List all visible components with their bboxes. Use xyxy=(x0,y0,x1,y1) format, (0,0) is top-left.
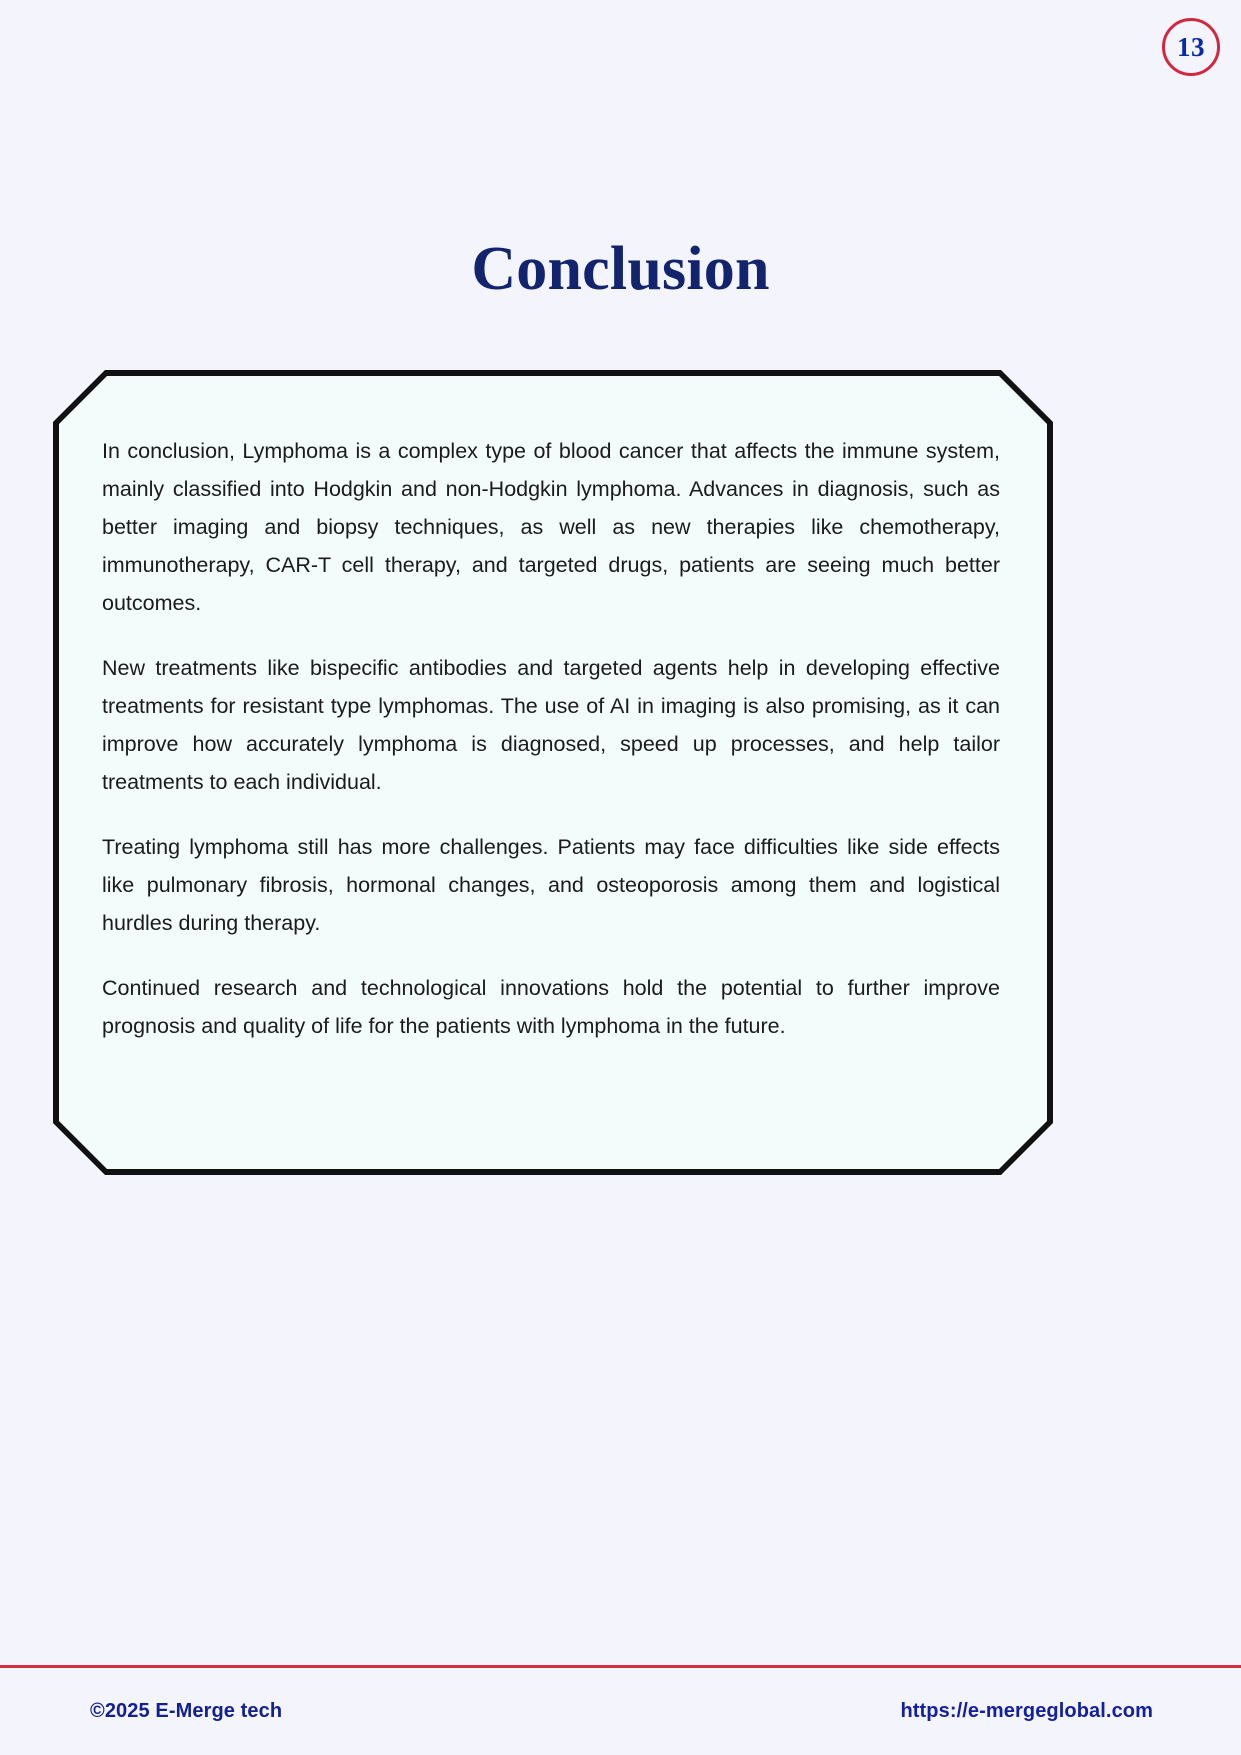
paragraph-2: New treatments like bispecific antibodies and targeted agents help in developing effective treatments for resistant type lymphomas. The use of AI in imaging is also promising, as it can improve how accurately lymphoma is diagnosed, speed up processes, and help tailor treatments to each individual. xyxy=(102,656,1000,794)
paragraph-3: Treating lymphoma still has more challenges. Patients may face difficulties like side effects like pulmonary fibrosis, hormonal changes, and osteoporosis among them and logistical hurdles during therapy. xyxy=(102,835,1000,935)
footer-website-link[interactable]: https://e-mergeglobal.com xyxy=(900,1700,1153,1722)
card-body-text xyxy=(102,432,1000,1045)
footer-copyright: ©2025 E-Merge tech xyxy=(90,1700,283,1722)
conclusion-card xyxy=(53,370,1053,1175)
page-number-badge xyxy=(1162,18,1220,76)
page-title: Conclusion xyxy=(471,235,770,303)
paragraph-4: Continued research and technological innovations hold the potential to further improve prognosis and quality of life for the patients with lymphoma in the future. xyxy=(102,976,1000,1038)
page-number-label: 13 xyxy=(1177,31,1205,62)
paragraph-1: In conclusion, Lymphoma is a complex type of blood cancer that affects the immune system, mainly classified into Hodgkin and non-Hodgkin lymphoma. Advances in diagnosis, such as better imaging and biopsy techniques, as well as new therapies like chemotherapy, immunotherapy, CAR-T cell therapy, and targeted drugs, patients are seeing much better outcomes. xyxy=(102,439,1000,615)
footer xyxy=(0,1668,1241,1755)
